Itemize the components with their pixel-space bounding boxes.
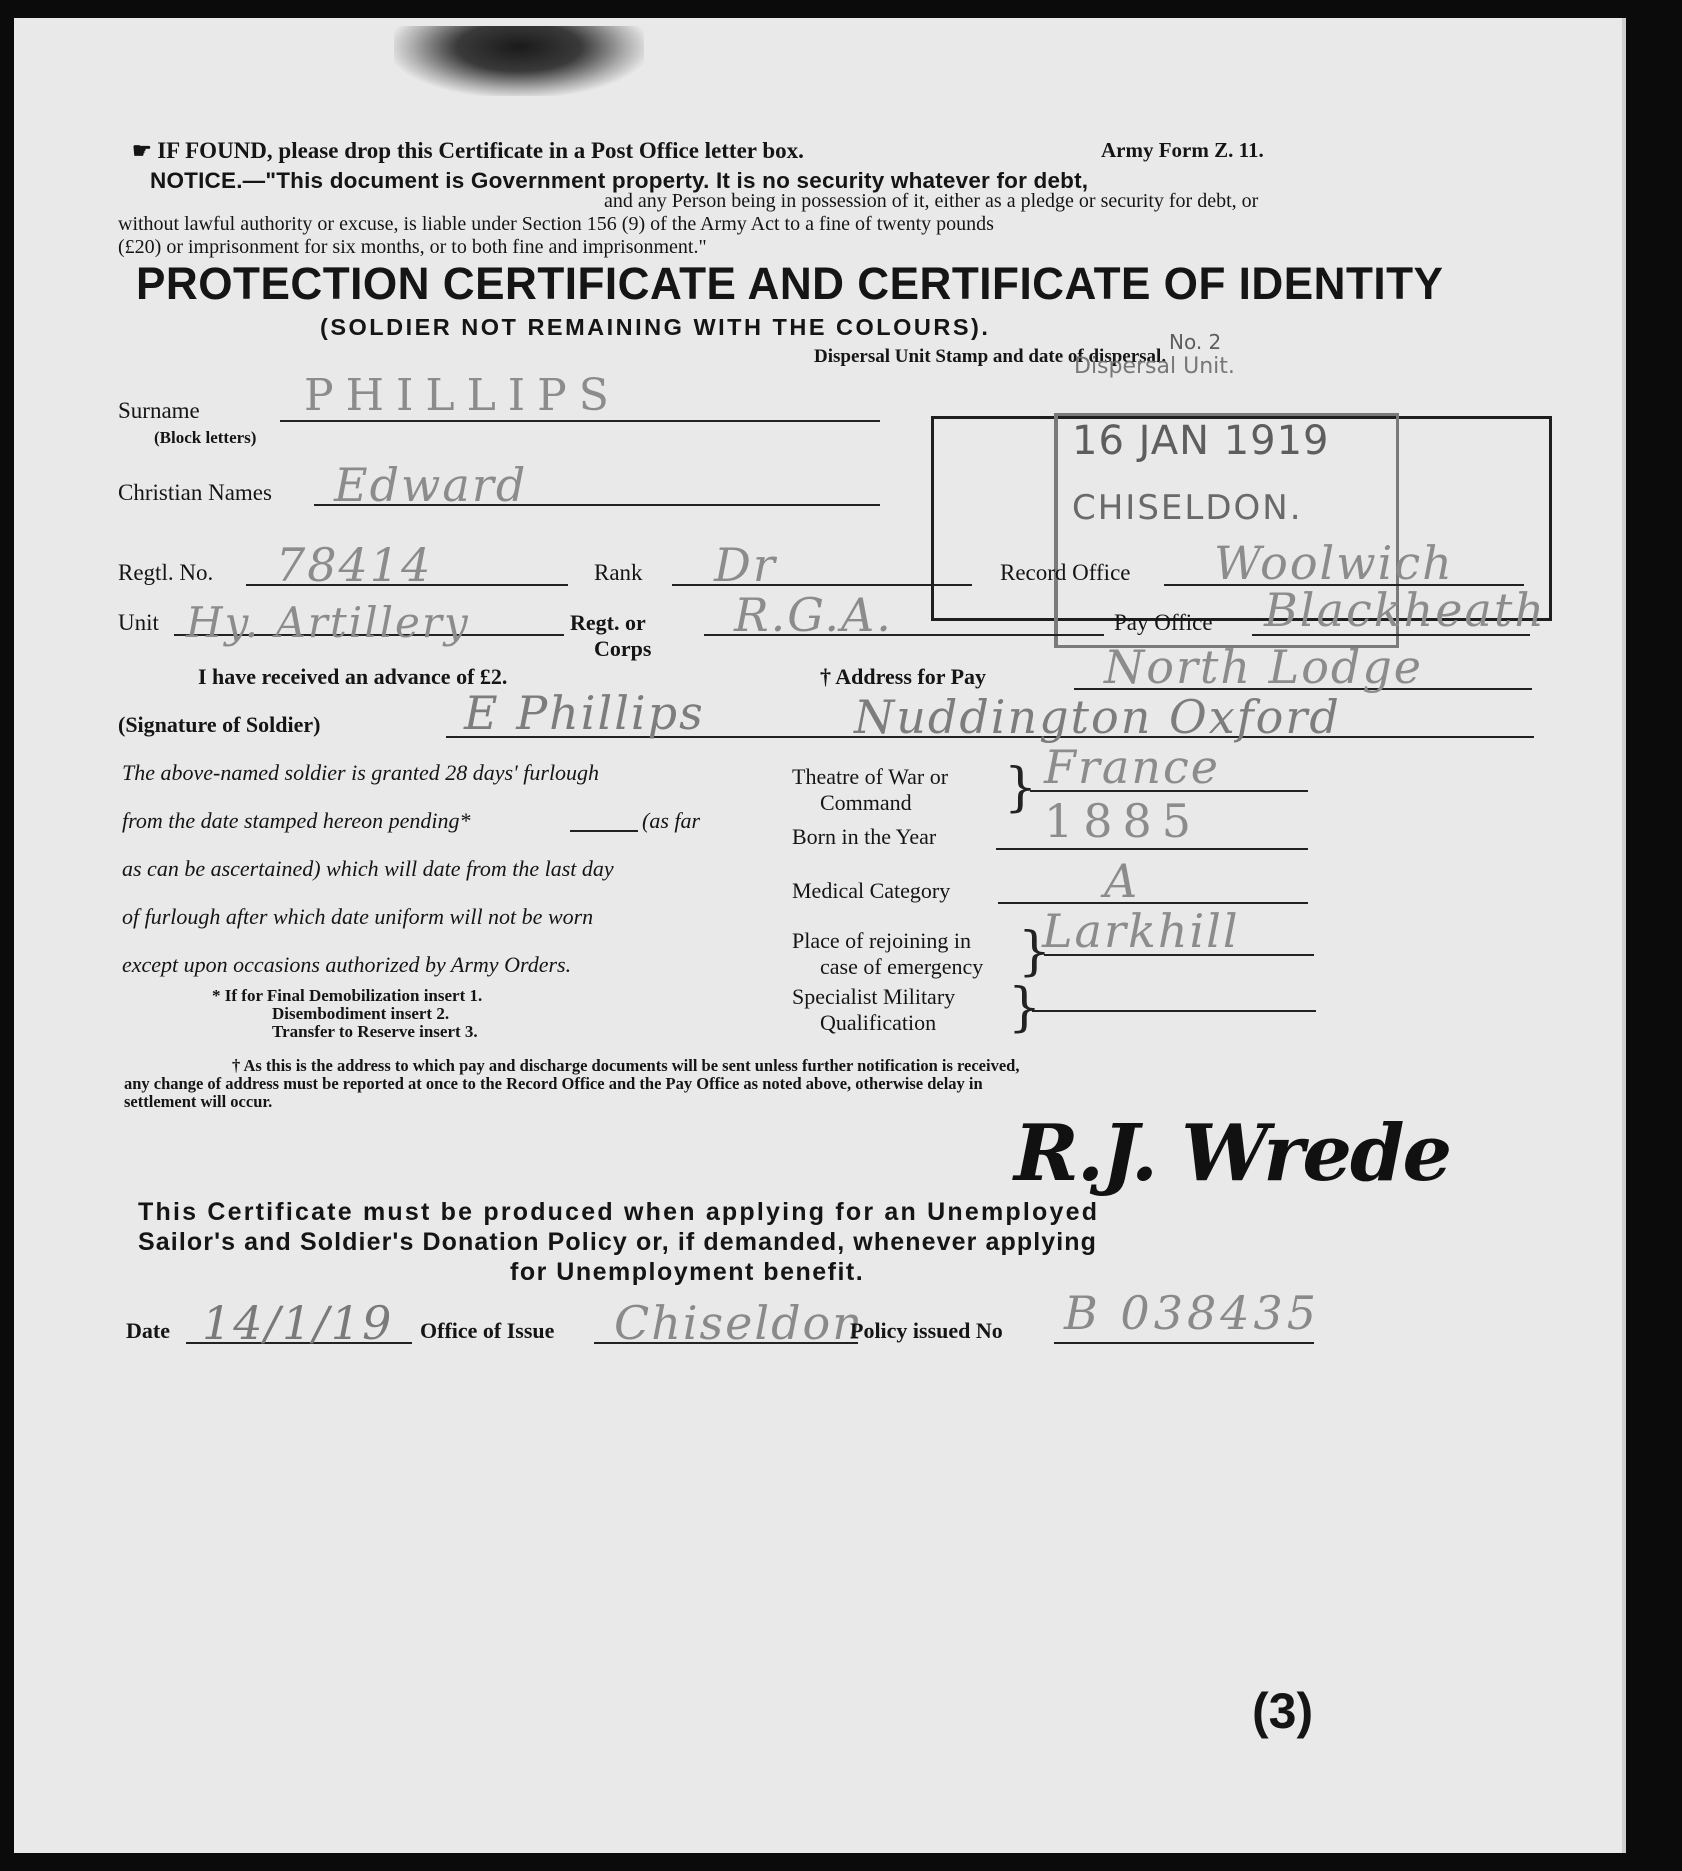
specialist-label-2: Qualification	[820, 1010, 937, 1035]
notice-body-1: and any Person being in possession of it, either as a pledge or security for debt, or	[604, 190, 1259, 212]
rank-value: Dr	[714, 538, 777, 592]
theatre-value: France	[1044, 740, 1220, 794]
officer-signature: R.J. Wrede	[1014, 1108, 1451, 1199]
footnote-line-3: settlement will occur.	[124, 1092, 273, 1111]
issue-date-label: Date	[126, 1318, 170, 1343]
rejoin-label-1: Place of rejoining in	[792, 928, 972, 953]
bottom-notice-line-3: for Unemployment benefit.	[510, 1258, 865, 1286]
stamp-date: 16 JAN 1919	[1072, 418, 1330, 464]
signature-label: (Signature of Soldier)	[118, 712, 321, 737]
corps-label: Corps	[594, 636, 652, 661]
medical-label: Medical Category	[792, 878, 951, 903]
pointing-hand-icon: ☛	[132, 138, 158, 163]
record-office-value: Woolwich	[1214, 536, 1454, 590]
office-issue-label: Office of Issue	[420, 1318, 555, 1343]
office-issue-value: Chiseldon	[614, 1296, 864, 1350]
stamp-unit-label: Dispersal Unit.	[1074, 354, 1235, 379]
stamp-unit-no: No. 2	[1169, 330, 1222, 354]
furlough-line-3: as can be ascertained) which will date from the last day	[122, 856, 614, 881]
rejoin-brace: }	[1018, 922, 1052, 982]
furlough-line-2a: from the date stamped hereon pending*	[122, 808, 471, 833]
specialist-label-1: Specialist Military	[792, 984, 956, 1009]
soldier-signature: E Phillips	[464, 686, 705, 740]
footnote-line-2: any change of address must be reported at once to the Record Office and the Pay Office as noted above, otherwise delay in	[124, 1074, 983, 1093]
stamp-place: CHISELDON.	[1072, 488, 1303, 528]
surname-hint: (Block letters)	[154, 428, 257, 447]
rank-label: Rank	[594, 560, 643, 585]
regt-label: Regt. or	[570, 610, 646, 635]
notice-body-2: without lawful authority or excuse, is liable under Section 156 (9) of the Army Act to a fine of twenty pounds	[118, 213, 994, 235]
page-title: PROTECTION CERTIFICATE AND CERTIFICATE OF IDENTITY	[136, 258, 1444, 309]
pay-office-label: Pay Office	[1114, 610, 1213, 635]
regtl-no-value: 78414	[276, 538, 433, 592]
bottom-notice-line-2: Sailor's and Soldier's Donation Policy or, if demanded, whenever applying	[138, 1228, 1098, 1256]
bottom-notice-line-1: This Certificate must be produced when applying for an Unemployed	[138, 1198, 1100, 1226]
policy-line	[1054, 1342, 1314, 1344]
born-label: Born in the Year	[792, 824, 937, 849]
rejoin-label-2: case of emergency	[820, 954, 984, 979]
christian-names-value: Edward	[334, 458, 528, 512]
born-line	[996, 848, 1308, 850]
regt-value: R.G.A.	[734, 588, 893, 642]
policy-value: B 038435	[1064, 1286, 1321, 1340]
notice-body-3: (£20) or imprisonment for six months, or to both fine and imprisonment."	[118, 236, 707, 258]
record-office-label: Record Office	[1000, 560, 1131, 585]
issue-date-value: 14/1/19	[202, 1296, 394, 1350]
furlough-line-4: of furlough after which date uniform will not be worn	[122, 904, 594, 929]
christian-names-label: Christian Names	[118, 480, 272, 505]
unit-label: Unit	[118, 610, 159, 635]
stamp-caption: Dispersal Unit Stamp and date of dispersal.	[814, 346, 1167, 367]
furlough-line-1: The above-named soldier is granted 28 days' furlough	[122, 760, 600, 785]
address-value-1: North Lodge	[1104, 640, 1424, 694]
furlough-line-5: except upon occasions authorized by Army Orders.	[122, 952, 572, 977]
furlough-note-3: Transfer to Reserve insert 3.	[272, 1022, 478, 1041]
pending-line	[570, 830, 638, 832]
address-value-2: Nuddington Oxford	[854, 690, 1341, 744]
found-notice: ☛ IF FOUND, please drop this Certificate in a Post Office letter box.	[132, 138, 804, 163]
theatre-label-2: Command	[820, 790, 912, 815]
notice-label: NOTICE.—"This document is Government property. It is no security whatever for debt,	[150, 168, 1089, 193]
surname-value: PHILLIPS	[304, 370, 621, 421]
surname-label: Surname	[118, 398, 200, 423]
regtl-no-label: Regtl. No.	[118, 560, 214, 585]
form-number: Army Form Z. 11.	[1101, 138, 1264, 162]
page-subtitle: (SOLDIER NOT REMAINING WITH THE COLOURS).	[320, 314, 991, 340]
unit-value: Hy. Artillery	[186, 598, 470, 647]
address-label: † Address for Pay	[820, 664, 987, 689]
pay-office-value: Blackheath	[1264, 583, 1546, 637]
page-number: (3)	[1252, 1683, 1314, 1739]
footnote-line-1: † As this is the address to which pay and discharge documents will be sent unless further notification is received,	[232, 1056, 1020, 1075]
furlough-line-2b: (as far	[642, 808, 701, 833]
specialist-line	[1032, 1010, 1316, 1012]
specialist-brace: }	[1008, 978, 1042, 1038]
born-value: 1885	[1044, 794, 1202, 848]
policy-label: Policy issued No	[850, 1318, 1003, 1343]
theatre-brace: }	[1004, 758, 1038, 818]
advance-text: I have received an advance of £2.	[198, 664, 508, 689]
theatre-label-1: Theatre of War or	[792, 764, 949, 789]
medical-value: A	[1104, 854, 1140, 908]
paper-tear	[394, 26, 644, 96]
furlough-note-1: * If for Final Demobilization insert 1.	[212, 986, 483, 1005]
rejoin-value: Larkhill	[1042, 904, 1240, 958]
furlough-note-2: Disembodiment insert 2.	[272, 1004, 450, 1023]
certificate-sheet	[14, 18, 1626, 1853]
